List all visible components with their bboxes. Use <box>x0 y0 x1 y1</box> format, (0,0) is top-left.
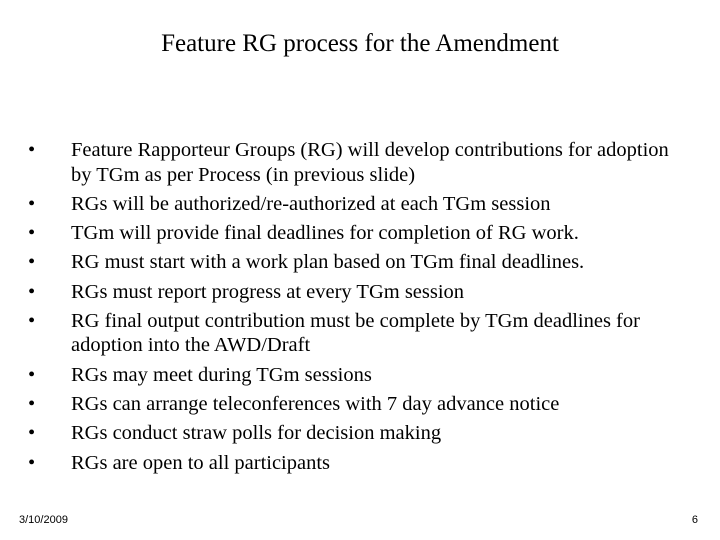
bullet-item <box>28 363 688 388</box>
bullet-item <box>28 192 688 217</box>
footer-date: 3/10/2009 <box>19 514 68 526</box>
bullet-item <box>28 221 688 246</box>
bullet-dot-icon: • <box>28 451 36 474</box>
bullet-text: RG must start with a work plan based on TGm final deadlines. <box>71 251 585 274</box>
bullet-dot-icon: • <box>28 192 36 215</box>
bullet-item <box>28 138 688 187</box>
bullet-text: RGs can arrange teleconferences with 7 day advance notice <box>71 393 560 416</box>
bullet-list <box>28 138 688 480</box>
bullet-dot-icon: • <box>28 363 36 386</box>
bullet-dot-icon: • <box>28 309 36 332</box>
bullet-text: RGs will be authorized/re-authorized at each TGm session <box>71 192 551 215</box>
bullet-dot-icon: • <box>28 280 36 303</box>
bullet-dot-icon: • <box>28 393 36 416</box>
bullet-text: RGs must report progress at every TGm session <box>71 280 465 303</box>
bullet-dot-icon: • <box>28 422 36 445</box>
bullet-dot-icon: • <box>28 222 36 245</box>
bullet-item <box>28 392 688 417</box>
bullet-item <box>28 280 688 305</box>
footer-page-number: 6 <box>691 514 698 526</box>
bullet-text: RG final output contribution must be complete by TGm deadlines for adoption into the AWD/Draft <box>71 309 640 357</box>
bullet-item <box>28 250 688 275</box>
bullet-item <box>28 421 688 446</box>
bullet-text: RGs are open to all participants <box>71 451 331 474</box>
bullet-item <box>28 451 688 476</box>
bullet-item <box>28 309 688 358</box>
bullet-text: TGm will provide final deadlines for completion of RG work. <box>71 222 579 245</box>
bullet-text: RGs conduct straw polls for decision making <box>71 422 442 445</box>
bullet-text: Feature Rapporteur Groups (RG) will develop contributions for adoption by TGm as per Process (in previous slide) <box>71 139 669 186</box>
slide-title: Feature RG process for the Amendment <box>161 30 559 57</box>
bullet-dot-icon: • <box>28 139 36 161</box>
bullet-dot-icon: • <box>28 251 36 274</box>
bullet-text: RGs may meet during TGm sessions <box>71 363 372 386</box>
